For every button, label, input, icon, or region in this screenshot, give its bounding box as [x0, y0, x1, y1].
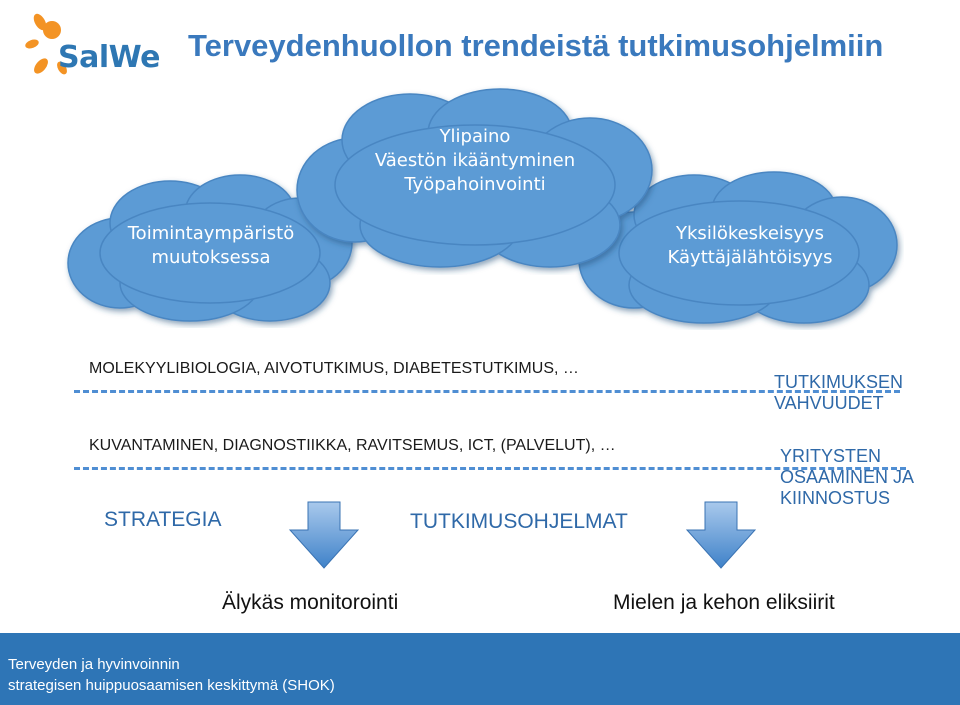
cloud-right-line-2: Käyttäjälähtöisyys	[667, 247, 833, 268]
cloud-center-line-1: Ylipaino	[439, 126, 511, 147]
page-title: Terveydenhuollon trendeistä tutkimusohjelmiin	[188, 28, 884, 63]
footer-line-1: Terveyden ja hyvinvoinnin	[8, 656, 180, 673]
research-row-2: KUVANTAMINEN, DIAGNOSTIIKKA, RAVITSEMUS, ICT, (PALVELUT), …	[89, 437, 616, 454]
research-row-1: MOLEKYYLIBIOLOGIA, AIVOTUTKIMUS, DIABETESTUTKIMUS, …	[89, 360, 579, 377]
logo-text: SalWe	[58, 40, 161, 75]
side-block-2-line-1: YRITYSTEN	[780, 446, 882, 466]
footer-line-2: strategisen huippuosaamisen keskittymä (SHOK)	[8, 677, 335, 694]
side-block-2-line-3: KIINNOSTUS	[780, 488, 891, 508]
strategia-label: STRATEGIA	[104, 508, 222, 531]
cloud-left-line-1: Toimintaympäristö	[127, 223, 295, 244]
cloud-center-line-2: Väestön ikääntyminen	[374, 150, 576, 171]
side-block-tutkimuksen	[774, 372, 903, 414]
down-arrow-icon	[685, 500, 757, 570]
cloud-right-line-1: Yksilökeskeisyys	[676, 223, 824, 244]
tutkimusohjelmat-label: TUTKIMUSOHJELMAT	[410, 510, 628, 533]
down-arrow-icon	[288, 500, 360, 570]
cloud-center-line-3: Työpahoinvointi	[404, 174, 546, 195]
side-block-yritysten	[780, 446, 914, 509]
side-block-1-line-1: TUTKIMUKSEN	[774, 372, 904, 392]
cloud-left-line-2: muutoksessa	[151, 247, 271, 268]
outcome-mielen-ja-kehon: Mielen ja kehon eliksiirit	[613, 591, 835, 614]
side-block-1-line-2: VAHVUUDET	[774, 393, 884, 413]
side-block-2-line-2: OSAAMINEN JA	[780, 467, 915, 487]
cloud-center-text	[310, 125, 640, 197]
outcome-alykas-monitorointi: Älykäs monitorointi	[222, 591, 399, 614]
